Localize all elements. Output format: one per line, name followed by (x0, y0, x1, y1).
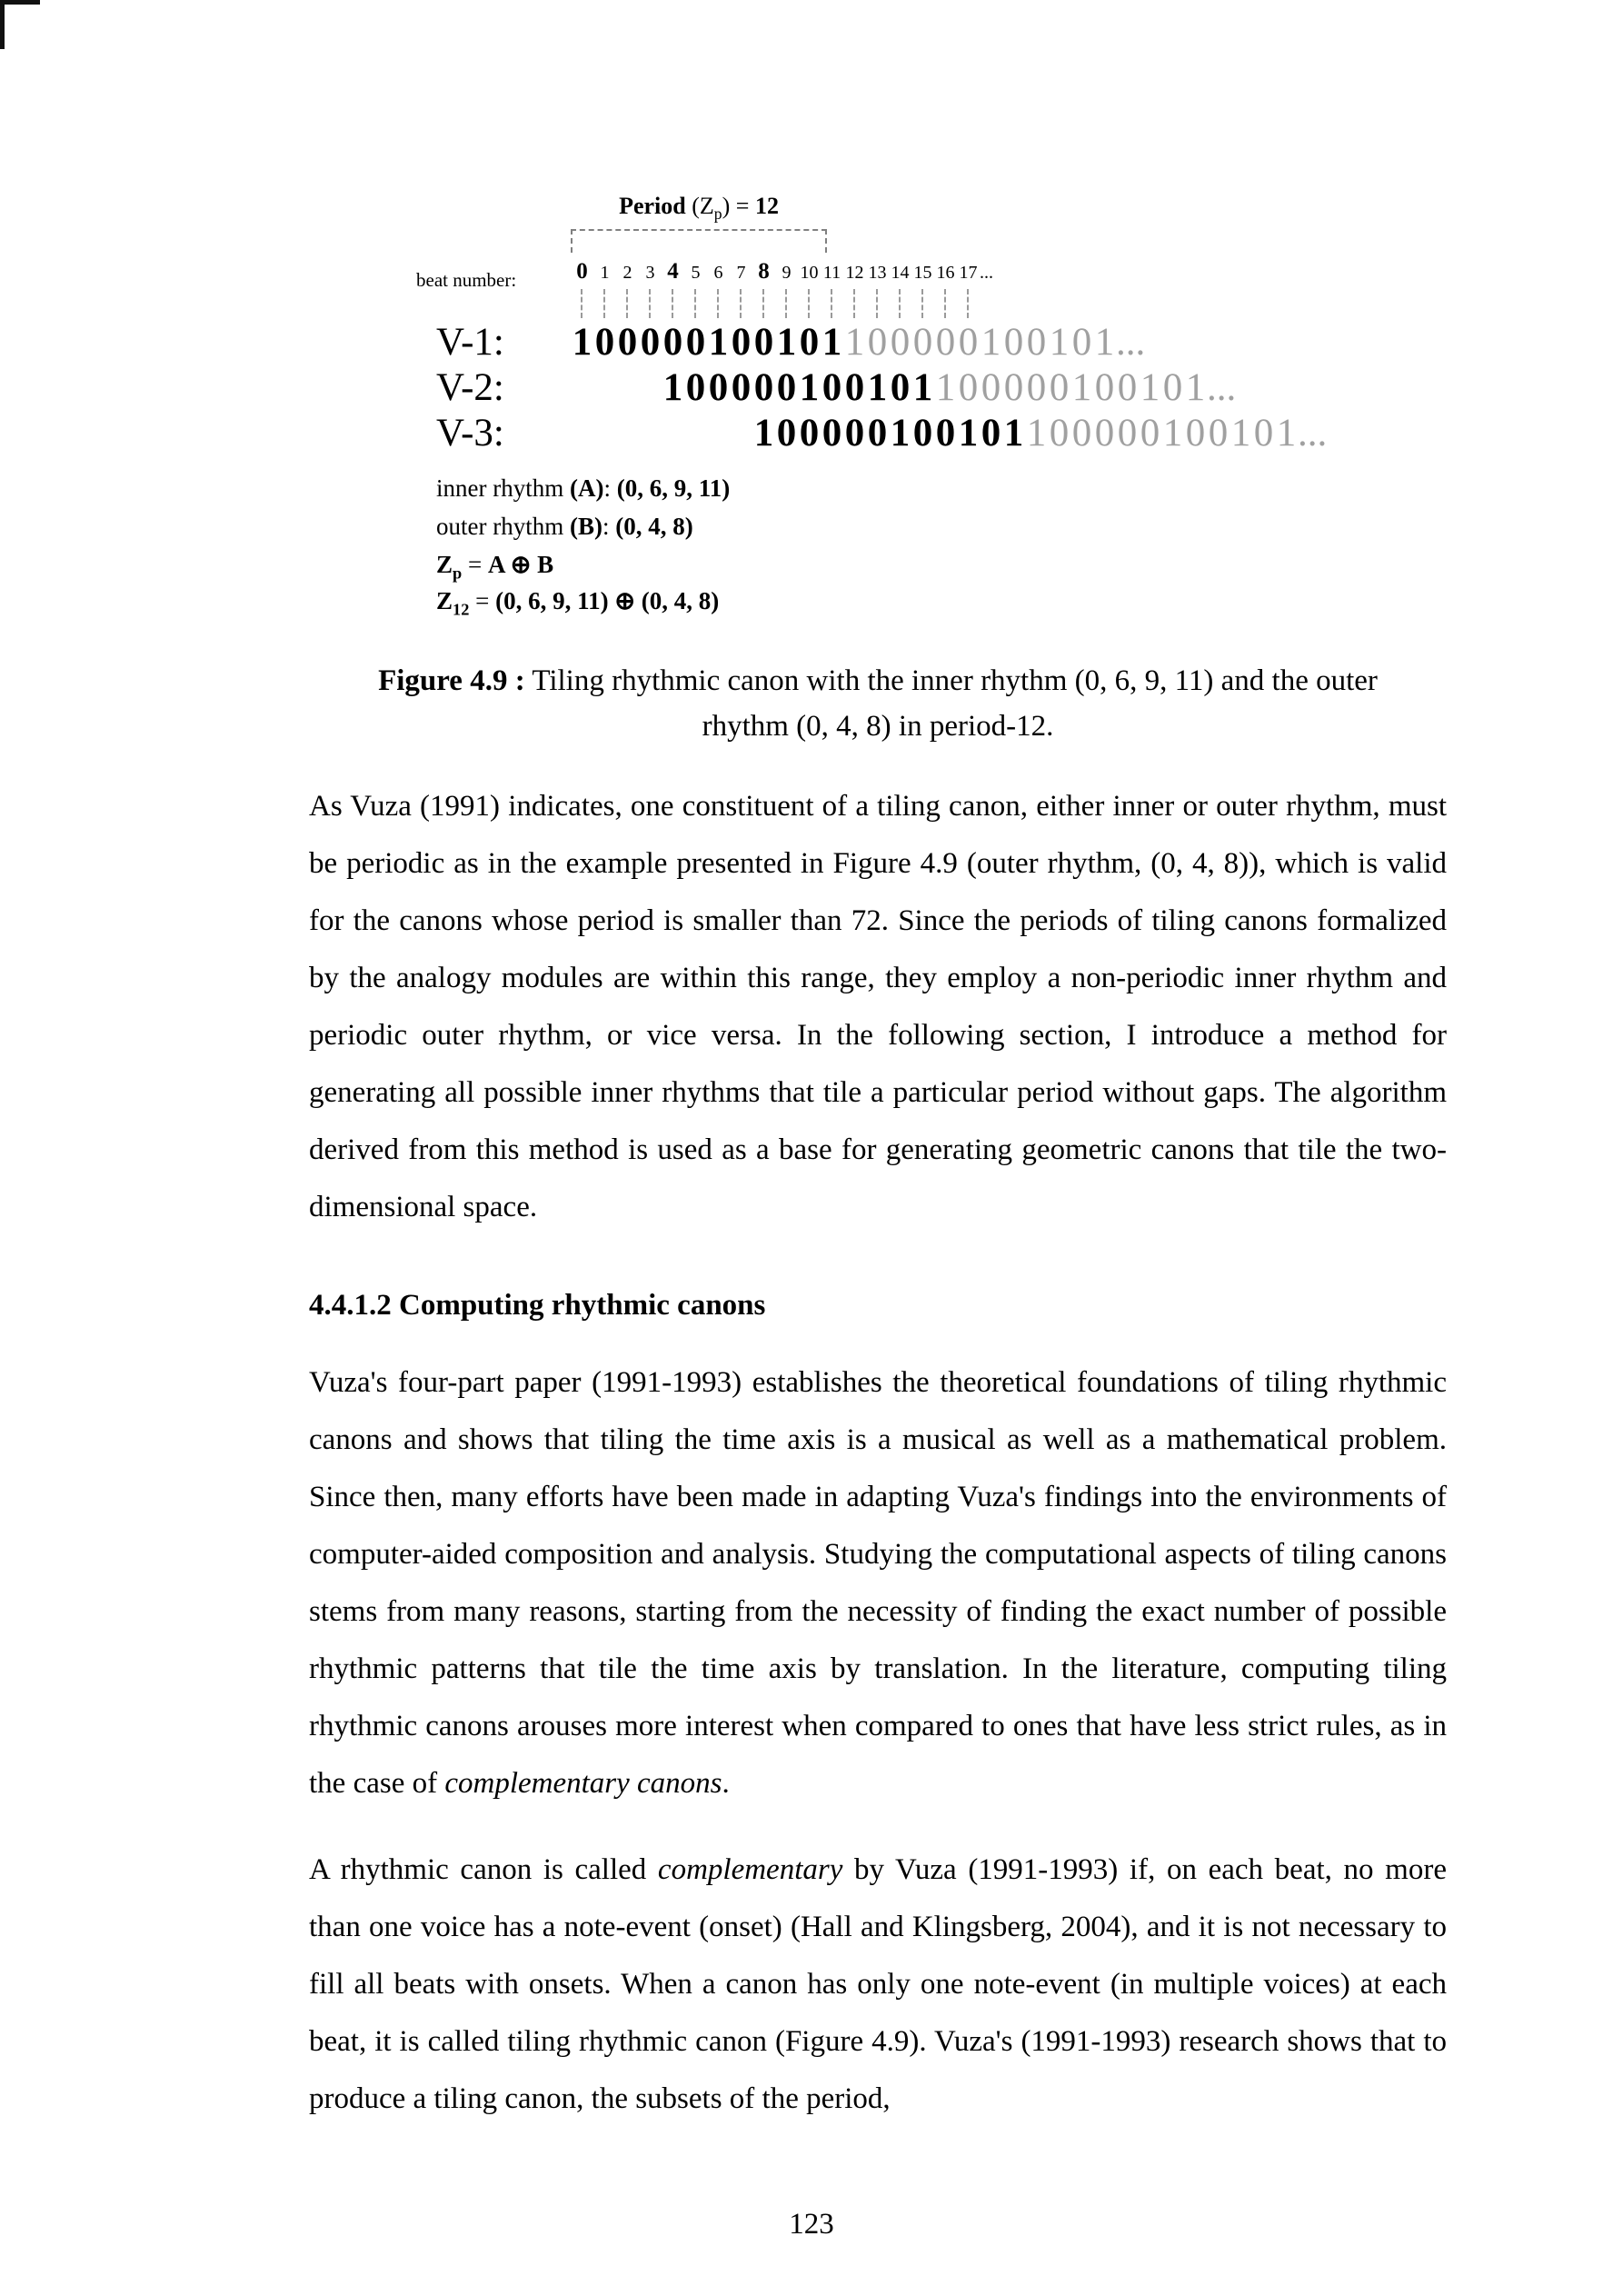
beat-tick-mark (571, 289, 593, 318)
voice-digit-gray: 0 (867, 321, 888, 364)
beat-number: 6 (713, 263, 723, 283)
voice-digit-gray: 1 (844, 321, 865, 364)
voice-digit-gray: 0 (1185, 412, 1206, 454)
voice-digit-gray: 1 (1185, 366, 1206, 409)
beat-number: 1 (600, 263, 610, 283)
voice-digit: 0 (685, 321, 706, 364)
voice-digit-gray: 0 (935, 321, 956, 364)
voice-digit: 0 (776, 366, 797, 409)
voice-ellipsis: ... (1207, 366, 1237, 409)
beat-number: 10 (800, 263, 819, 283)
voice-digit-gray: 0 (1026, 366, 1047, 409)
inner-rhythm-symbol: (A) (569, 474, 604, 502)
beat-tick-row (571, 289, 980, 318)
voice-digit: 0 (821, 412, 842, 454)
voice-digit-gray: 0 (1071, 321, 1092, 364)
formula-zp-z: Z (436, 551, 453, 578)
paragraph-2-text-a: Vuza's four-part paper (1991-1993) establishes the theoretical foundations of tiling rhythmic canons and shows that tiling the time axis is a musical as well as a mathematical problem. Since then, many efforts have been made in adapting Vuza's findings into the environments of computer-aided composition and analysis. Studying the computational aspects of tiling canons stems from many reasons, starting from the necessity of finding the exact number of possible rhythmic patterns that tile the time axis by translation. In the literature, computing tiling rhythmic canons arouses more interest when compared to ones that have less strict rules, as in the case of (309, 1366, 1447, 1800)
voice-digit: 0 (844, 366, 865, 409)
voice-digit: 0 (981, 412, 1001, 454)
beat-tick-mark (911, 289, 934, 318)
voice-digit-gray: 0 (1208, 412, 1229, 454)
section-heading: 4.4.1.2 Computing rhythmic canons (309, 1289, 766, 1322)
voice-digit-gray: 0 (890, 321, 911, 364)
beat-tick-mark (730, 289, 752, 318)
voice-digit-gray: 0 (1003, 321, 1024, 364)
voice-digit-gray: 0 (1049, 412, 1070, 454)
beat-number-label: beat number: (416, 269, 517, 291)
beat-number: 0 (576, 259, 588, 284)
beat-number: 5 (691, 263, 701, 283)
voice-digit: 0 (890, 366, 911, 409)
voice-digit: 0 (753, 366, 774, 409)
beat-tick-mark (707, 289, 730, 318)
voice-digit-gray: 0 (1094, 366, 1115, 409)
voice-ellipsis: ... (1298, 412, 1328, 454)
voice-label: V-1: (436, 321, 504, 364)
beat-tick-mark (821, 289, 843, 318)
beat-number: 11 (822, 263, 841, 283)
voice-digit: 0 (821, 366, 842, 409)
voice-digit: 0 (731, 321, 752, 364)
beat-tick-mark (889, 289, 911, 318)
beat-tick-mark (616, 289, 639, 318)
voice-digit-gray: 1 (1230, 412, 1251, 454)
page-corner-mark (0, 0, 40, 49)
voice-digit: 1 (753, 412, 774, 454)
voice-digit: 0 (617, 321, 638, 364)
beat-tick-mark (775, 289, 798, 318)
page-number: 123 (789, 2208, 834, 2241)
voice-pattern (662, 365, 1236, 410)
voice-row (309, 411, 1447, 456)
period-value: 12 (754, 193, 779, 219)
voice-digit: 0 (799, 412, 820, 454)
voice-digit: 1 (799, 366, 820, 409)
beat-number: 16 (936, 263, 955, 283)
voice-digit-gray: 1 (1094, 321, 1115, 364)
page-content (309, 0, 1447, 2128)
voice-digit-gray: 0 (958, 366, 979, 409)
voice-label: V-2: (436, 366, 504, 409)
inner-rhythm-set: (0, 6, 9, 11) (616, 474, 731, 502)
formula-z12-subscript: 12 (453, 600, 470, 619)
formula-z12-lhs (436, 587, 470, 619)
voice-digit-gray: 0 (1026, 321, 1047, 364)
beat-number: 8 (758, 259, 770, 284)
formula-z12-z: Z (436, 587, 453, 614)
voice-digit: 0 (594, 321, 615, 364)
beat-tick-mark (639, 289, 662, 318)
period-subscript: p (713, 205, 722, 224)
voice-digit-gray: 1 (1049, 321, 1070, 364)
period-bracket (571, 229, 827, 253)
beat-tick-mark (593, 289, 616, 318)
voice-digit-gray: 0 (1049, 366, 1070, 409)
voice-label: V-3: (436, 412, 504, 454)
formula-z12 (436, 587, 719, 619)
beat-tick-mark (957, 289, 980, 318)
beat-number: 12 (845, 263, 864, 283)
paragraph-1: As Vuza (1991) indicates, one constituent of a tiling canon, either inner or outer rhythm, must be periodic as in the example presented in Figure 4.9 (outer rhythm, (0, 4, 8)), which is valid for the canons whose period is smaller than 72. Since the periods of tiling canons formalized by the analogy modules are within this range, they employ a non-periodic inner rhythm and periodic outer rhythm, or vice versa. In the following section, I introduce a method for generating all possible inner rhythms that tile a particular period without gaps. The algorithm derived from this method is used as a base for generating geometric canons that tile the two-dimensional space. (309, 790, 1447, 1223)
voice-digit: 0 (685, 366, 706, 409)
beat-row-ellipsis: ... (980, 263, 993, 283)
beat-number-row (571, 256, 993, 290)
inner-rhythm-line (436, 474, 730, 503)
voice-pattern (571, 320, 1145, 364)
voice-digit: 0 (753, 321, 774, 364)
outer-rhythm-sep: : (602, 513, 616, 540)
beat-number: 9 (782, 263, 792, 283)
inner-rhythm-text: inner rhythm (436, 474, 570, 502)
voice-digit-gray: 0 (1162, 366, 1183, 409)
beat-number: 14 (891, 263, 910, 283)
voice-pattern (752, 411, 1327, 455)
outer-rhythm-line (436, 513, 693, 541)
voice-digit: 0 (867, 412, 888, 454)
inner-rhythm-sep: : (603, 474, 617, 502)
beat-tick-mark (866, 289, 889, 318)
beat-tick-mark (934, 289, 957, 318)
beat-number: 3 (645, 263, 655, 283)
voice-digit-gray: 1 (1162, 412, 1183, 454)
voice-digit-gray: 0 (1253, 412, 1274, 454)
voice-digit: 1 (776, 321, 797, 364)
voice-digit-gray: 1 (1140, 366, 1160, 409)
paragraph-2-text-b: . (722, 1767, 730, 1800)
paragraph-3-italic: complementary (657, 1853, 843, 1886)
outer-rhythm-set: (0, 4, 8) (615, 513, 693, 540)
paragraph-3 (309, 1842, 1447, 2128)
period-label (571, 193, 827, 224)
beat-number: 15 (913, 263, 932, 283)
period-word: Period (619, 193, 686, 219)
voice-digit: 0 (844, 412, 865, 454)
paragraph-3-text-a: A rhythmic canon is called (309, 1853, 658, 1886)
voice-digit: 0 (935, 412, 956, 454)
paragraph-2 (309, 1354, 1447, 1812)
voice-digit: 0 (662, 321, 683, 364)
paragraph-2-italic: complementary canons (444, 1767, 722, 1800)
formula-zp-rhs: A ⊕ B (487, 551, 554, 578)
voice-digit: 1 (1003, 412, 1024, 454)
voice-digit-gray: 0 (1003, 366, 1024, 409)
period-mid: (Z (685, 193, 714, 219)
formula-zp (436, 551, 553, 583)
voice-digit: 1 (912, 366, 933, 409)
voice-row (309, 365, 1447, 411)
beat-tick-mark (843, 289, 866, 318)
voice-digit-gray: 0 (1117, 412, 1138, 454)
figure-caption-label: Figure 4.9 : (378, 664, 525, 697)
formula-z12-rhs: (0, 6, 9, 11) ⊕ (0, 4, 8) (495, 587, 720, 614)
voice-digit-gray: 0 (958, 321, 979, 364)
period-equals: ) = (722, 193, 755, 219)
beat-tick-mark (752, 289, 775, 318)
voice-digit: 1 (867, 366, 888, 409)
voice-digit-gray: 1 (1071, 366, 1092, 409)
voice-ellipsis: ... (1116, 321, 1146, 364)
beat-tick-mark (798, 289, 821, 318)
voice-digit: 0 (912, 412, 933, 454)
voice-digit: 0 (731, 366, 752, 409)
beat-number: 7 (736, 263, 746, 283)
outer-rhythm-text: outer rhythm (436, 513, 570, 540)
voice-digit: 1 (890, 412, 911, 454)
outer-rhythm-symbol: (B) (569, 513, 602, 540)
voice-digit: 0 (708, 366, 729, 409)
voice-digit-gray: 1 (981, 321, 1001, 364)
voice-digit: 0 (640, 321, 661, 364)
voice-digit: 1 (821, 321, 842, 364)
voice-digit-gray: 0 (981, 366, 1001, 409)
formula-zp-equals: = (462, 551, 488, 578)
voice-digit-gray: 1 (1276, 412, 1297, 454)
beat-number: 17 (959, 263, 978, 283)
voice-digit: 1 (662, 366, 683, 409)
voice-digit-gray: 1 (935, 366, 956, 409)
beat-number: 13 (868, 263, 887, 283)
paragraph-3-text-b: by Vuza (1991-1993) if, on each beat, no more than one voice has a note-event (onset) (Hall and Klingsberg, 2004), and it is not necessary to fill all beats with onsets. When a canon has only one note-event (in multiple voices) at each beat, it is called tiling rhythmic canon (Figure 4.9). Vuza's (1991-1993) research shows that to produce a tiling canon, the subsets of the period, (309, 1853, 1447, 2115)
figure-caption (309, 658, 1447, 749)
beat-number: 2 (622, 263, 632, 283)
voice-digit-gray: 0 (1117, 366, 1138, 409)
voice-digit: 1 (958, 412, 979, 454)
beat-tick-mark (684, 289, 707, 318)
voice-digit-gray: 1 (1026, 412, 1047, 454)
voice-row (309, 320, 1447, 365)
figure-4-9 (309, 193, 1447, 638)
voice-digit: 0 (776, 412, 797, 454)
voice-digit-gray: 0 (1140, 412, 1160, 454)
voice-digit: 1 (572, 321, 592, 364)
voice-digit: 0 (799, 321, 820, 364)
voice-digit-gray: 0 (1094, 412, 1115, 454)
formula-z12-equals: = (469, 587, 496, 614)
formula-zp-lhs (436, 551, 463, 583)
voice-digit: 1 (708, 321, 729, 364)
formula-zp-subscript: p (453, 564, 463, 583)
figure-caption-text: Tiling rhythmic canon with the inner rhythm (0, 6, 9, 11) and the outer rhythm (0, 4, 8) in period-12. (524, 664, 1378, 743)
beat-tick-mark (662, 289, 684, 318)
voice-digit-gray: 0 (1071, 412, 1092, 454)
beat-number: 4 (667, 259, 679, 284)
voice-digit-gray: 0 (912, 321, 933, 364)
